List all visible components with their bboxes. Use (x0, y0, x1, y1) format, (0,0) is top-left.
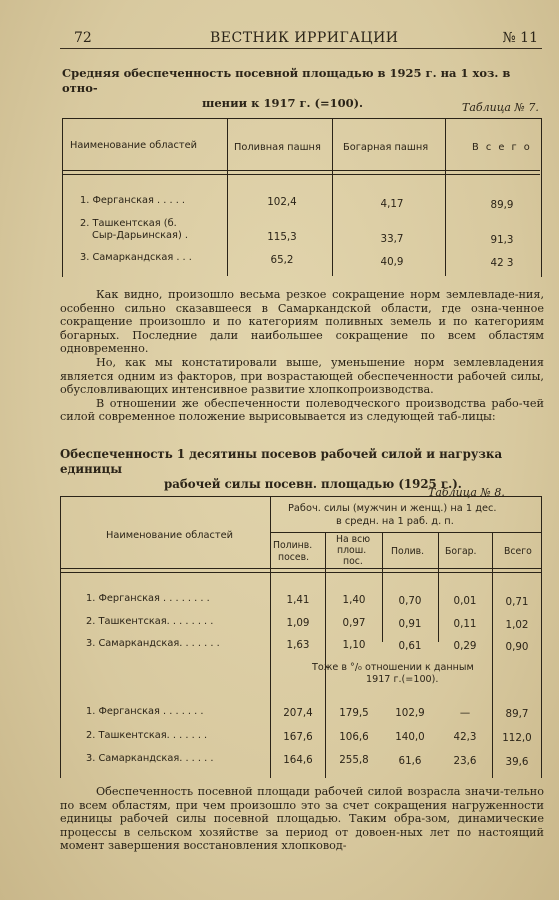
table7-cell: 102,4 (267, 196, 297, 208)
table8-pct-subheader: Тоже в °/₀ отношении к данным (312, 662, 474, 673)
table8-cell: 106,6 (339, 731, 369, 743)
table8-cell: 89,7 (505, 708, 529, 720)
table7-cell: 40,9 (380, 256, 404, 268)
body-text-2 (60, 785, 544, 853)
table7-caption-line2: шении к 1917 г. (=100). (202, 96, 364, 110)
table8-cell: 167,6 (283, 731, 313, 743)
table8-cell: 140,0 (395, 731, 425, 743)
table8-cell: 1,63 (286, 639, 310, 651)
table8-row-name: 1. Ферганская . . . . . . . . (86, 593, 210, 604)
table7-cell: 42 3 (490, 257, 514, 269)
table8-col-divider (270, 496, 271, 778)
table8-subhead: Богар. (445, 546, 477, 557)
paragraph: Но, как мы констатировали выше, уменьшение норм землевладения является одним из факторов, при возрастающей обеспеченности рабочей силы, обусловливающих интенсивное развитие хлопкопроизводства. (60, 355, 544, 397)
table7-row-name: 2. Ташкентская (б. (80, 218, 177, 229)
table8-cell: 0,01 (453, 595, 477, 607)
table8-cell: — (459, 707, 471, 719)
table8-pct-subheader-2: 1917 г.(=100). (366, 674, 439, 685)
table8-cell: 1,41 (286, 594, 310, 606)
table8-cell: 0,61 (398, 640, 422, 652)
table7-colhead-regions: Наименование областей (70, 140, 198, 151)
table7-cell: 65,2 (270, 254, 294, 266)
table7-cell: 89,9 (490, 199, 514, 211)
table7-colhead-dry: Богарная пашня (343, 142, 429, 153)
table7-cell: 33,7 (380, 233, 404, 245)
table8-cell: 207,4 (283, 707, 313, 719)
table8-row-name: 2. Ташкентская. . . . . . . (86, 730, 208, 741)
running-header (60, 30, 542, 48)
journal-title: ВЕСТНИК ИРРИГАЦИИ (210, 30, 399, 46)
table8-cell: 0,29 (453, 640, 477, 652)
table8-cell: 23,6 (453, 755, 477, 767)
table8-cell: 0,91 (398, 618, 422, 630)
table7-header-rule-2 (62, 174, 540, 175)
page-number: 72 (74, 30, 92, 46)
table7-row-name: 3. Самаркандская . . . (80, 252, 192, 263)
table8-header-rule-2 (60, 572, 542, 573)
table8-cell: 0,71 (505, 596, 529, 608)
table8-cell: 1,02 (505, 619, 529, 631)
table7-caption-line1: Средняя обеспеченность посевной площадью в 1925 г. на 1 хоз. в отно- (62, 66, 511, 95)
table8-caption-line1: Обеспеченность 1 десятины посевов рабочей силой и нагрузка единицы (60, 447, 503, 476)
table8-row-name: 3. Самаркандская. . . . . . . (86, 638, 220, 649)
table8-subhead: На всю (336, 534, 371, 545)
paragraph: Обеспеченность посевной площади рабочей силой возрасла значи-тельно по всем областям, при чем произошло это за счет сокращения нагруженности единицы рабочей силы посевной площадью. Таким обра-зом, динамические процессы в сельском хозяйстве за период от довоен-ных лет по настоящий момент завершения восстановления хлопковод- (60, 785, 544, 853)
table8-cell: 112,0 (502, 732, 532, 744)
table8-left-rule (60, 496, 61, 778)
table7-col-divider (227, 118, 228, 276)
header-rule (60, 48, 542, 49)
paragraph: В отношении же обеспеченности полеводческого производства рабо-чей силой современное положение вырисовывается из следующей таб-лицы: (60, 396, 544, 424)
table8-caption-line2: рабочей силы посевн. площадью (1925 г.). (164, 477, 462, 491)
table8-right-rule (541, 496, 542, 778)
table8-group-header-2: в средн. на 1 раб. д. п. (336, 516, 454, 527)
table8-cell: 0,90 (505, 641, 529, 653)
table7-colhead-total: В с е г о (472, 142, 532, 153)
table7-header-rule (62, 170, 540, 171)
table8-cell: 0,97 (342, 617, 366, 629)
table8-subhead: Всего (504, 546, 532, 557)
table7-colhead-irrigated: Поливная пашня (234, 142, 321, 153)
table8-group-header: Рабоч. силы (мужчин и женщ.) на 1 дес. (288, 503, 497, 514)
table7-cell: 4,17 (380, 198, 404, 210)
table7-row-name: 1. Ферганская . . . . . (80, 195, 186, 206)
table8-cell: 179,5 (339, 707, 369, 719)
table8-row-name: 2. Ташкентская. . . . . . . . (86, 616, 214, 627)
table7-row-name-cont: Сыр-Дарьинская) . (92, 230, 189, 241)
table7-col-divider (332, 118, 333, 276)
table8-group-rule (270, 532, 542, 533)
table8-cell: 102,9 (395, 707, 425, 719)
table8-cell: 1,40 (342, 594, 366, 606)
table8-subhead: посев. (278, 552, 310, 563)
body-text-1 (60, 288, 544, 424)
table8-header-rule (60, 568, 542, 569)
table7-label: Таблица № 7. (462, 101, 539, 114)
table7-cell: 91,3 (490, 234, 514, 246)
table7 (62, 118, 542, 280)
table7-cell: 115,3 (267, 231, 297, 243)
table8-cell: 61,6 (398, 755, 422, 767)
table8-cell: 39,6 (505, 756, 529, 768)
table8-cell: 0,11 (453, 618, 477, 630)
table8-subhead: пос. (343, 556, 363, 567)
table8-row-name: 1. Ферганская . . . . . . . (86, 706, 204, 717)
table8-subhead: Полинв. (273, 540, 313, 551)
table8-cell: 164,6 (283, 754, 313, 766)
table8-cell: 255,8 (339, 754, 369, 766)
table8-row-name: 3. Самаркандская. . . . . . (86, 753, 214, 764)
table8 (60, 496, 542, 778)
table7-col-divider (445, 118, 446, 276)
table8-cell: 42,3 (453, 731, 477, 743)
table8-colhead-regions: Наименование областей (106, 530, 234, 541)
paragraph: Как видно, произошло весьма резкое сокращение норм землевладе-ния, особенно сильно сказавшееся в Самаркандской области, где озна-ченное сокращение произошло и по категориям поливных земель и по категориям богарных. Последние дали наибольшее сокращение по всем областям одновременно. (60, 288, 544, 356)
table8-label: Таблица № 8. (428, 486, 505, 499)
table8-cell: 1,10 (342, 639, 366, 651)
table8-top-rule (60, 496, 542, 497)
issue-number: № 11 (502, 30, 538, 46)
table8-subhead: плош. (337, 545, 367, 556)
table8-subhead: Полив. (391, 546, 425, 557)
table8-cell: 0,70 (398, 595, 422, 607)
table8-cell: 1,09 (286, 617, 310, 629)
